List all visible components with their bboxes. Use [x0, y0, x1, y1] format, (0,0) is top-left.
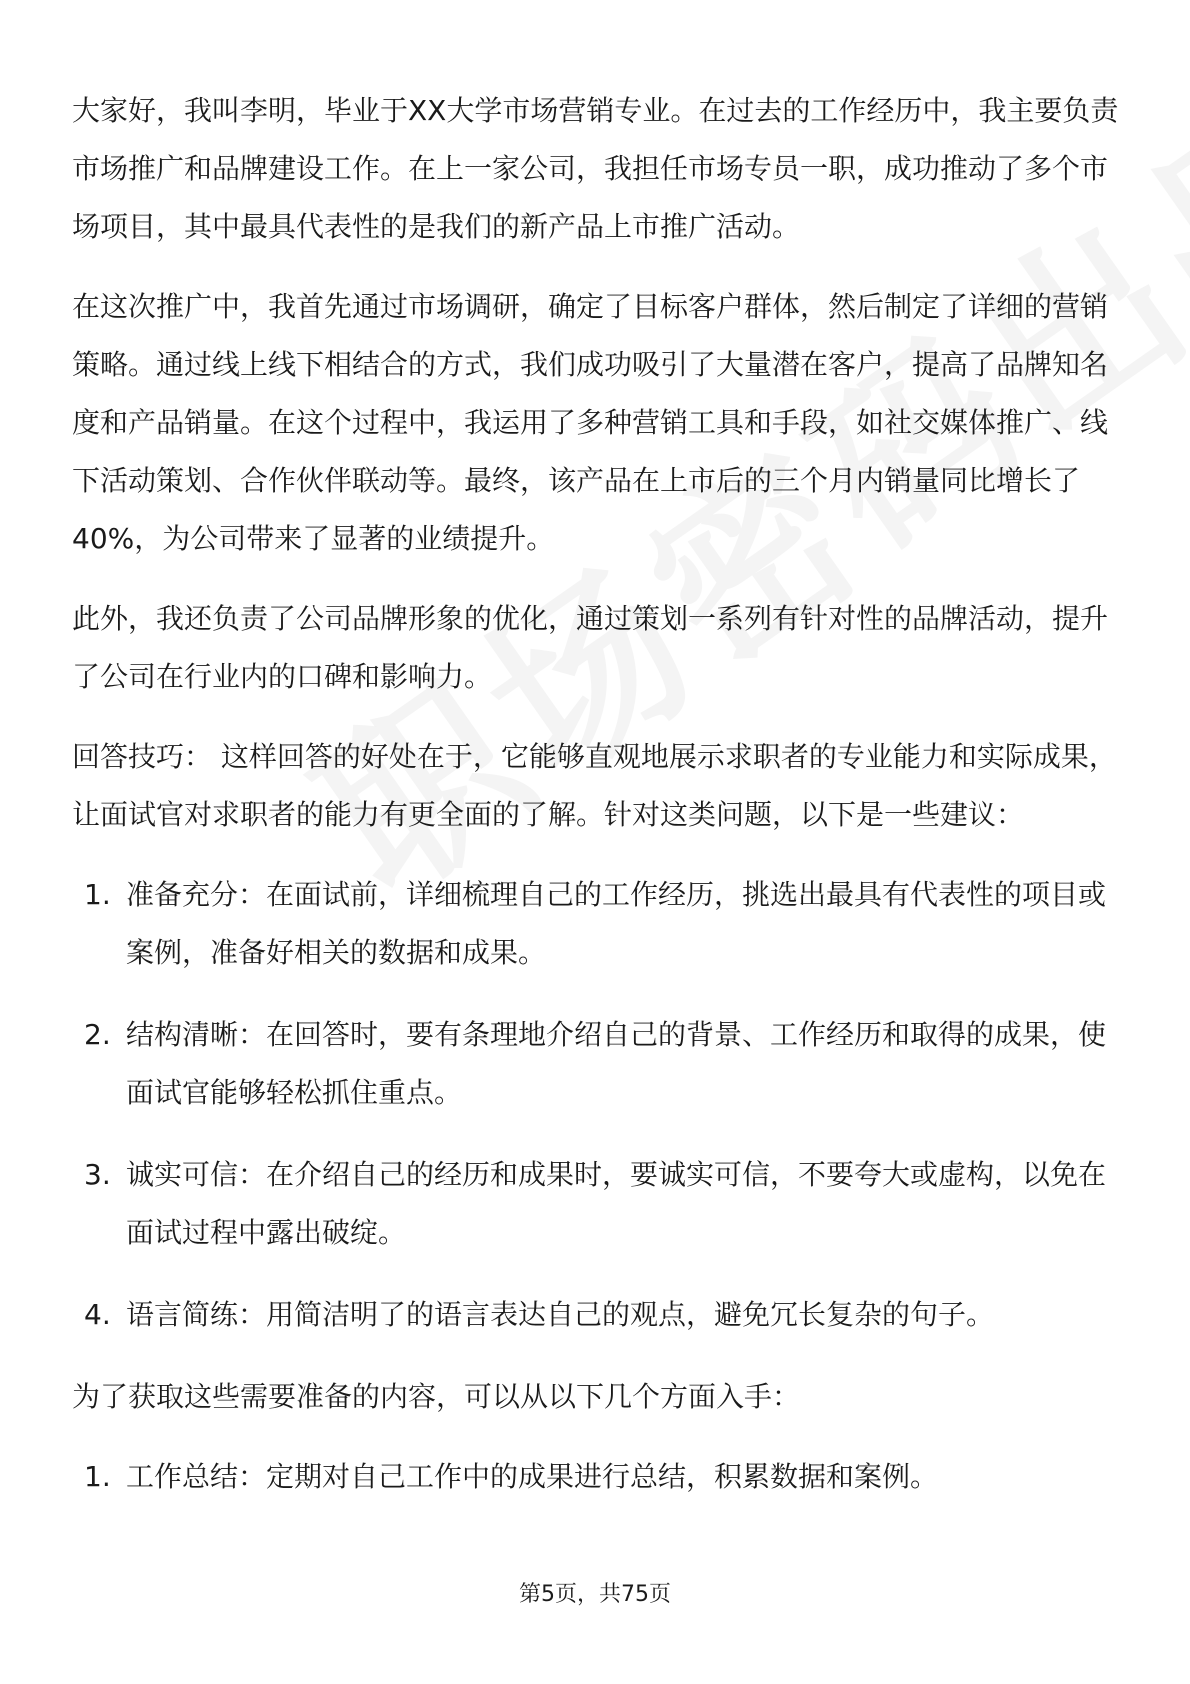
list-text: 工作总结：定期对自己工作中的成果进行总结，积累数据和案例。: [126, 1460, 939, 1493]
list-item: [72, 866, 1122, 982]
list-number: 1.: [84, 878, 111, 911]
list-number: 1.: [84, 1460, 111, 1493]
list-text: 诚实可信：在介绍自己的经历和成果时，要诚实可信，不要夸大或虚构，以免在面试过程中露出破绽。: [126, 1158, 1107, 1249]
list-number: 2.: [84, 1018, 111, 1051]
paragraph-sources-intro: 为了获取这些需要准备的内容，可以从以下几个方面入手：: [72, 1380, 801, 1413]
list-item: [72, 1286, 1122, 1344]
page-footer: 第5页，共75页: [519, 1582, 671, 1607]
list-item: [72, 1146, 1122, 1262]
list-text: 语言简练：用简洁明了的语言表达自己的观点，避免冗长复杂的句子。: [126, 1298, 995, 1331]
paragraph-self-intro: 大家好，我叫李明，毕业于XX大学市场营销专业。在过去的工作经历中，我主要负责市场推广和品牌建设工作。在上一家公司，我担任市场专员一职，成功推动了多个市场项目，其中最具代表性的是我们的新产品上市推广活动。: [72, 94, 1119, 243]
paragraph-campaign: 在这次推广中，我首先通过市场调研，确定了目标客户群体，然后制定了详细的营销策略。通过线上线下相结合的方式，我们成功吸引了大量潜在客户，提高了品牌知名度和产品销量。在这个过程中，我运用了多种营销工具和手段，如社交媒体推广、线下活动策划、合作伙伴联动等。最终，该产品在上市后的三个月内销量同比增长了40%，为公司带来了显著的业绩提升。: [72, 290, 1109, 555]
list-number: 4.: [84, 1298, 111, 1331]
list-item: [72, 1448, 1122, 1506]
paragraph-brand: 此外，我还负责了公司品牌形象的优化，通过策划一系列有针对性的品牌活动，提升了公司在行业内的口碑和影响力。: [72, 602, 1109, 693]
list-item: [72, 1006, 1122, 1122]
list-text: 准备充分：在面试前，详细梳理自己的工作经历，挑选出最具有代表性的项目或案例，准备好相关的数据和成果。: [126, 878, 1107, 969]
paragraph-answer-tips: 回答技巧： 这样回答的好处在于，它能够直观地展示求职者的专业能力和实际成果，让面试官对求职者的能力有更全面的了解。针对这类问题，以下是一些建议：: [72, 740, 1117, 831]
tips-list: [72, 866, 1122, 1344]
sources-list: [72, 1448, 1122, 1506]
document-body: [72, 82, 1122, 1530]
list-text: 结构清晰：在回答时，要有条理地介绍自己的背景、工作经历和取得的成果，使面试官能够轻松抓住重点。: [126, 1018, 1107, 1109]
list-number: 3.: [84, 1158, 111, 1191]
